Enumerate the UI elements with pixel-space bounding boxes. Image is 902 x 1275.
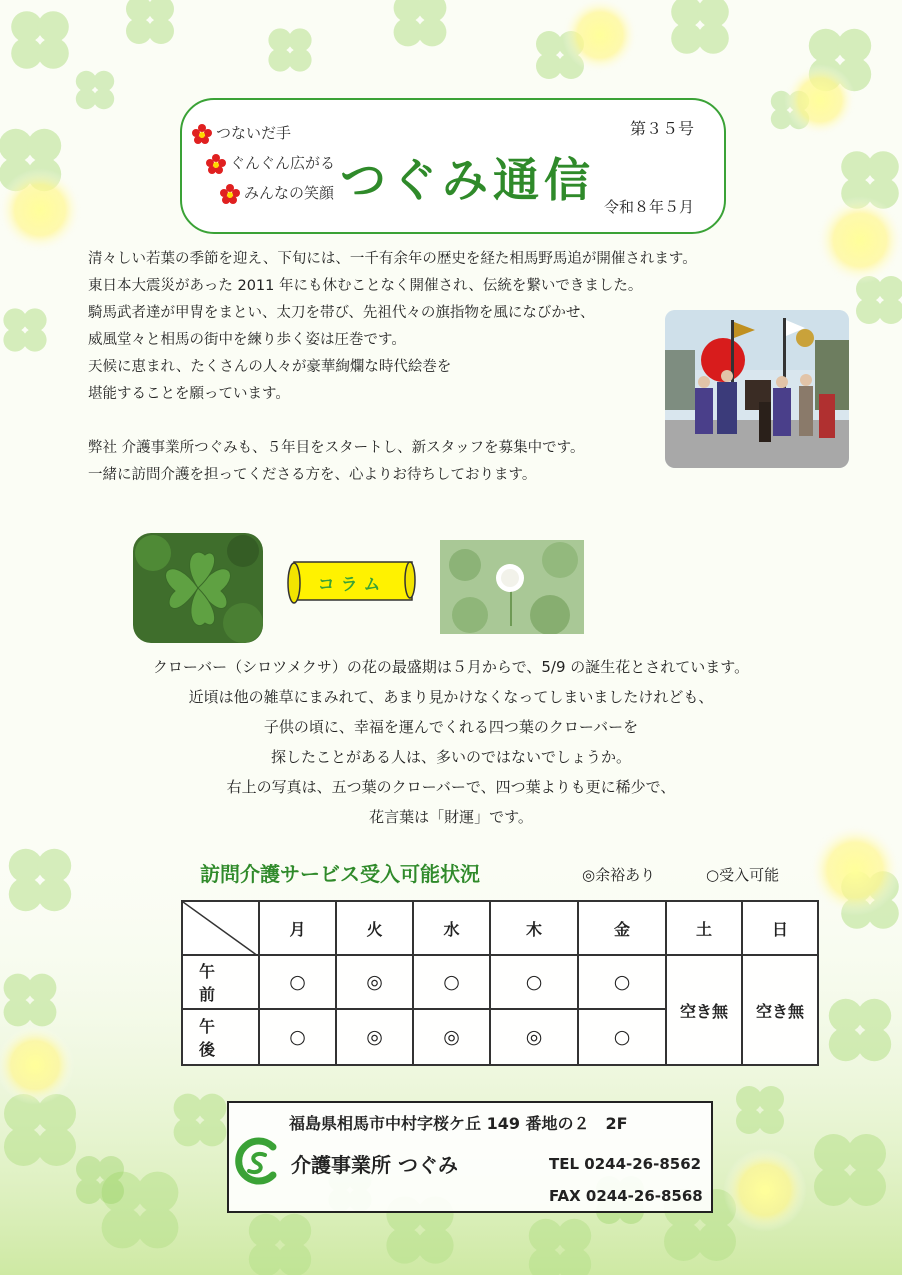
phone-number: TEL 0244-26-8562 (549, 1155, 702, 1173)
availability-cell: ○ (490, 955, 578, 1009)
row-label-afternoon: 午後 (182, 1009, 259, 1065)
diagonal-line (183, 902, 258, 956)
day-header: 月 (259, 901, 336, 955)
newsletter-title: つぐみ通信 (340, 153, 595, 207)
column-banner-label: コラム (317, 575, 387, 595)
day-header: 土 (666, 901, 742, 955)
newsletter-header (180, 98, 726, 234)
day-header: 火 (336, 901, 413, 955)
festival-photo (665, 310, 849, 468)
company-logo-icon (233, 1137, 281, 1185)
slogan-line-2: ぐんぐん広がる (206, 152, 335, 174)
availability-table (181, 900, 819, 1066)
day-header: 金 (578, 901, 666, 955)
corner-cell (182, 901, 259, 955)
company-footer (227, 1101, 713, 1213)
column-line: 探したことがある人は、多いのではないでしょうか。 (270, 748, 631, 766)
day-header: 日 (742, 901, 818, 955)
intro-line: 清々しい若葉の季節を迎え、下旬には、一千有余年の歴史を経た相馬野馬追が開催されます。 (88, 251, 697, 267)
availability-cell: ○ (578, 955, 666, 1009)
column-text (0, 652, 902, 832)
column-banner (284, 556, 418, 606)
column-line: 近頃は他の雑草にまみれて、あまり見かけなくなってしまいましたけれども、 (188, 688, 714, 706)
red-flower-icon (192, 124, 212, 144)
intro-line: 騎馬武者達が甲冑をまとい、太刀を帯び、先祖代々の旗指物を風になびかせ、 (88, 305, 595, 321)
availability-cell: ◎ (336, 955, 413, 1009)
availability-cell: ◎ (413, 1009, 490, 1065)
intro-line: 威風堂々と相馬の街中を練り歩く姿は圧巻です。 (88, 332, 406, 348)
intro-line: 東日本大震災があった 2011 年にも休むことなく開催され、伝統を繋いできました。 (88, 278, 643, 294)
fax-number: FAX 0244-26-8568 (549, 1187, 703, 1205)
sunday-status: 空き無 (742, 955, 818, 1065)
white-clover-photo (440, 540, 584, 634)
intro-line: 天候に恵まれ、たくさんの人々が豪華絢爛な時代絵巻を (88, 359, 452, 375)
four-leaf-clover-photo (133, 533, 263, 643)
issue-number: 第３５号 (629, 119, 694, 138)
availability-cell: ○ (259, 1009, 336, 1065)
red-flower-icon (206, 154, 226, 174)
legend-ample: ◎余裕あり (582, 866, 656, 884)
slogan-line-3: みんなの笑顔 (220, 182, 334, 204)
availability-cell: ○ (413, 955, 490, 1009)
service-title: 訪問介護サービス受入可能状況 (200, 862, 480, 886)
day-header: 水 (413, 901, 490, 955)
company-address: 福島県相馬市中村字桜ケ丘 149 番地の２ 2F (289, 1114, 628, 1133)
column-line: クローバー（シロツメクサ）の花の最盛期は５月からで、5/9 の誕生花とされています。 (152, 658, 750, 676)
table-header-row (182, 901, 818, 955)
availability-cell: ◎ (336, 1009, 413, 1065)
table-row-morning (182, 955, 818, 1009)
saturday-status: 空き無 (666, 955, 742, 1065)
intro-line: 弊社 介護事業所つぐみも、５年目をスタートし、新スタッフを募集中です。 (88, 440, 585, 456)
column-line: 右上の写真は、五つ葉のクローバーで、四つ葉よりも更に稀少で、 (226, 778, 676, 796)
company-name: 介護事業所 つぐみ (291, 1153, 458, 1177)
column-line: 子供の頃に、幸福を運んでくれる四つ葉のクローバーを (263, 718, 639, 736)
red-flower-icon (220, 184, 240, 204)
column-line: 花言葉は「財運」です。 (369, 808, 533, 826)
availability-cell: ○ (578, 1009, 666, 1065)
intro-line: 一緒に訪問介護を担ってくださる方を、心よりお待ちしております。 (88, 467, 537, 483)
row-label-morning: 午前 (182, 955, 259, 1009)
intro-text (88, 246, 697, 489)
availability-cell: ○ (259, 955, 336, 1009)
availability-cell: ◎ (490, 1009, 578, 1065)
day-header: 木 (490, 901, 578, 955)
slogan-line-1: つないだ手 (192, 122, 291, 144)
issue-date: 令和８年５月 (603, 198, 694, 216)
intro-line: 堪能することを願っています。 (88, 386, 290, 402)
legend-possible: ○受入可能 (706, 866, 780, 884)
